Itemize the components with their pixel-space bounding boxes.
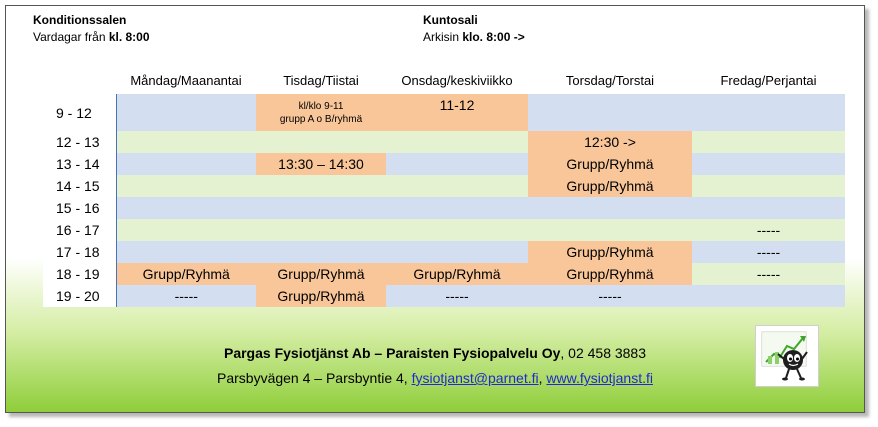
cell-mon <box>116 153 256 175</box>
table-row <box>43 219 845 241</box>
cell-wed-9-12: 11-12 <box>386 94 528 131</box>
time-label: 9 - 12 <box>43 94 116 131</box>
cell-fri-18-19: ----- <box>692 263 845 285</box>
right-header <box>423 12 525 46</box>
cell-wed <box>386 153 528 175</box>
cell-fri <box>692 94 845 131</box>
time-label: 17 - 18 <box>43 241 116 263</box>
cell-fri <box>692 153 845 175</box>
contact-separator: , <box>538 370 547 386</box>
table-row <box>43 153 845 175</box>
mascot-logo <box>755 325 819 387</box>
cell-mon <box>116 219 256 241</box>
time-label: 12 - 13 <box>43 131 116 153</box>
cell-tue <box>256 131 386 153</box>
cell-mon <box>116 241 256 263</box>
cell-wed <box>386 175 528 197</box>
time-label: 15 - 16 <box>43 197 116 219</box>
cell-wed <box>386 131 528 153</box>
cell-wed <box>386 219 528 241</box>
left-header <box>33 12 150 46</box>
cell-thu-13-14: Grupp/Ryhmä <box>528 153 692 175</box>
cell-thu-17-18: Grupp/Ryhmä <box>528 241 692 263</box>
cell-tue-19-20: Grupp/Ryhmä <box>256 285 386 307</box>
cell-thu-12-13: 12:30 -> <box>528 131 692 153</box>
time-label: 19 - 20 <box>43 285 116 307</box>
footer-company-line <box>6 345 864 361</box>
cell-tue <box>256 219 386 241</box>
cell-tue <box>256 197 386 219</box>
cell-wed <box>386 241 528 263</box>
cell-mon <box>116 131 256 153</box>
right-header-title: Kuntosali <box>423 13 478 27</box>
company-address: Parsbyvägen 4 – Parsbyntie 4, <box>217 370 412 386</box>
email-link[interactable]: fysiotjanst@parnet.fi <box>411 370 539 386</box>
day-header-friday: Fredag/Perjantai <box>720 72 817 88</box>
schedule-card <box>5 5 865 413</box>
cell-fri <box>692 131 845 153</box>
cell-mon <box>116 197 256 219</box>
table-row <box>43 241 845 263</box>
cell-mon-19-20: ----- <box>116 285 256 307</box>
day-header-wednesday: Onsdag/keskiviikko <box>401 72 513 88</box>
left-header-title: Konditionssalen <box>33 13 127 27</box>
cell-thu-14-15: Grupp/Ryhmä <box>528 175 692 197</box>
time-label: 14 - 15 <box>43 175 116 197</box>
cell-tue-18-19: Grupp/Ryhmä <box>256 263 386 285</box>
cell-thu-19-20: ----- <box>528 285 692 307</box>
table-row <box>43 175 845 197</box>
cell-fri-17-18: ----- <box>692 241 845 263</box>
cell-fri-16-17: ----- <box>692 219 845 241</box>
cell-wed <box>386 197 528 219</box>
cell-mon <box>116 175 256 197</box>
day-header-tuesday: Tisdag/Tiistai <box>283 72 359 88</box>
table-row <box>43 131 845 153</box>
table-row <box>43 197 845 219</box>
cell-fri <box>692 175 845 197</box>
mascot-chart-icon <box>756 326 818 386</box>
cell-thu <box>528 94 692 131</box>
right-header-hours: Arkisin klo. 8:00 -> <box>423 30 525 44</box>
cell-mon <box>116 94 256 131</box>
time-label: 18 - 19 <box>43 263 116 285</box>
cell-mon-18-19: Grupp/Ryhmä <box>116 263 256 285</box>
cell-thu <box>528 197 692 219</box>
company-phone: , 02 458 3883 <box>560 345 647 361</box>
footer-contact-line <box>6 370 864 386</box>
table-row <box>43 94 845 131</box>
day-header-thursday: Torsdag/Torstai <box>565 72 655 88</box>
cell-tue <box>256 241 386 263</box>
corner-cell <box>43 66 116 94</box>
time-label: 13 - 14 <box>43 153 116 175</box>
company-name: Pargas Fysiotjänst Ab – Paraisten Fysiopalvelu Oy <box>223 345 561 361</box>
cell-tue <box>256 175 386 197</box>
cell-wed-19-20: ----- <box>386 285 528 307</box>
table-row <box>43 285 845 307</box>
schedule-table <box>43 66 845 307</box>
time-label: 16 - 17 <box>43 219 116 241</box>
cell-tue-13-14: 13:30 – 14:30 <box>256 153 386 175</box>
cell-tue-9-12: kl/klo 9-11 grupp A o B/ryhmä <box>256 94 386 131</box>
website-link[interactable]: www.fysiotjanst.fi <box>546 370 653 386</box>
cell-thu <box>528 219 692 241</box>
cell-fri <box>692 285 845 307</box>
table-row <box>43 263 845 285</box>
cell-wed-18-19: Grupp/Ryhmä <box>386 263 528 285</box>
cell-thu-18-19: Grupp/Ryhmä <box>528 263 692 285</box>
table-header-row <box>43 66 845 94</box>
left-header-hours: Vardagar från kl. 8:00 <box>33 30 150 44</box>
day-header-monday: Måndag/Maanantai <box>130 72 242 88</box>
cell-fri <box>692 197 845 219</box>
